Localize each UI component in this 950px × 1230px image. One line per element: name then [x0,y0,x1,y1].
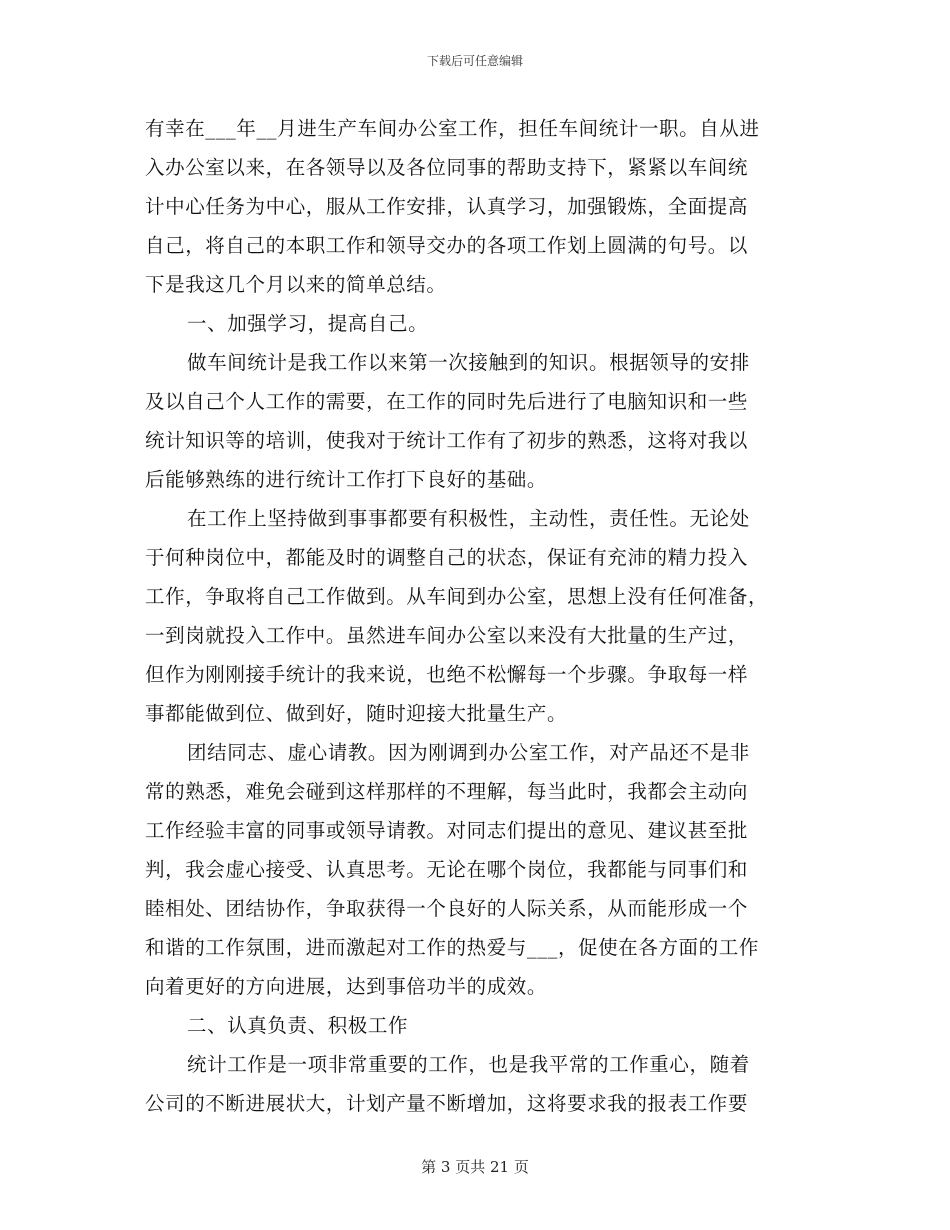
body-line: 判，我会虚心接受、认真思考。无论在哪个岗位，我都能与同事们和 [145,858,749,881]
page-footer: 第 3 页共 21 页 [421,1158,529,1176]
body-line: 入办公室以来，在各领导以及各位同事的帮助支持下，紧紧以车间统 [145,156,749,179]
body-line: 一到岗就投入工作中。虽然进车间办公室以来没有大批量的生产过， [145,624,749,647]
body-line: 常的熟悉，难免会碰到这样那样的不理解，每当此时，我都会主动向 [145,780,749,803]
body-line: 公司的不断进展状大，计划产量不断增加，这将要求我的报表工作要 [145,1092,749,1115]
body-line: 自己，将自己的本职工作和领导交办的各项工作划上圆满的句号。以 [145,234,749,257]
body-line: 工作，争取将自己工作做到。从车间到办公室，思想上没有任何准备， [145,585,769,608]
body-line: 下是我这几个月以来的简单总结。 [145,273,447,296]
document-body [145,111,805,1125]
body-line: 计中心任务为中心，服从工作安排，认真学习，加强锻炼，全面提高 [145,195,749,218]
body-line: 及以自己个人工作的需要，在工作的同时先后进行了电脑知识和一些 [145,390,749,413]
body-line: 于何种岗位中，都能及时的调整自己的状态，保证有充沛的精力投入 [145,546,749,569]
section-heading-1: 一、加强学习，提高自己。 [187,312,429,335]
paragraph-first-line: 做车间统计是我工作以来第一次接触到的知识。根据领导的安排 [187,351,750,374]
body-line: 工作经验丰富的同事或领导请教。对同志们提出的意见、建议甚至批 [145,819,749,842]
body-line: 有幸在___年__月进生产车间办公室工作，担任车间统计一职。自从进 [145,117,760,140]
paragraph-first-line: 在工作上坚持做到事事都要有积极性，主动性，责任性。无论处 [187,507,750,530]
body-line: 统计知识等的培训，使我对于统计工作有了初步的熟悉，这将对我以 [145,429,749,452]
body-line: 事都能做到位、做到好，随时迎接大批量生产。 [145,702,568,725]
paragraph-first-line: 统计工作是一项非常重要的工作，也是我平常的工作重心，随着 [187,1053,750,1076]
section-heading-2: 二、认真负责、积极工作 [187,1014,409,1037]
page-header: 下载后可任意编辑 [426,54,523,68]
body-line: 后能够熟练的进行统计工作打下良好的基础。 [145,468,548,491]
body-line: 向着更好的方向进展，达到事倍功半的成效。 [145,975,548,998]
paragraph-first-line: 团结同志、虚心请教。因为刚调到办公室工作，对产品还不是非 [187,741,750,764]
body-line: 和谐的工作氛围，进而激起对工作的热爱与___，促使在各方面的工作 [145,936,759,959]
body-line: 但作为刚刚接手统计的我来说，也绝不松懈每一个步骤。争取每一样 [145,663,749,686]
body-line: 睦相处、团结协作，争取获得一个良好的人际关系，从而能形成一个 [145,897,749,920]
